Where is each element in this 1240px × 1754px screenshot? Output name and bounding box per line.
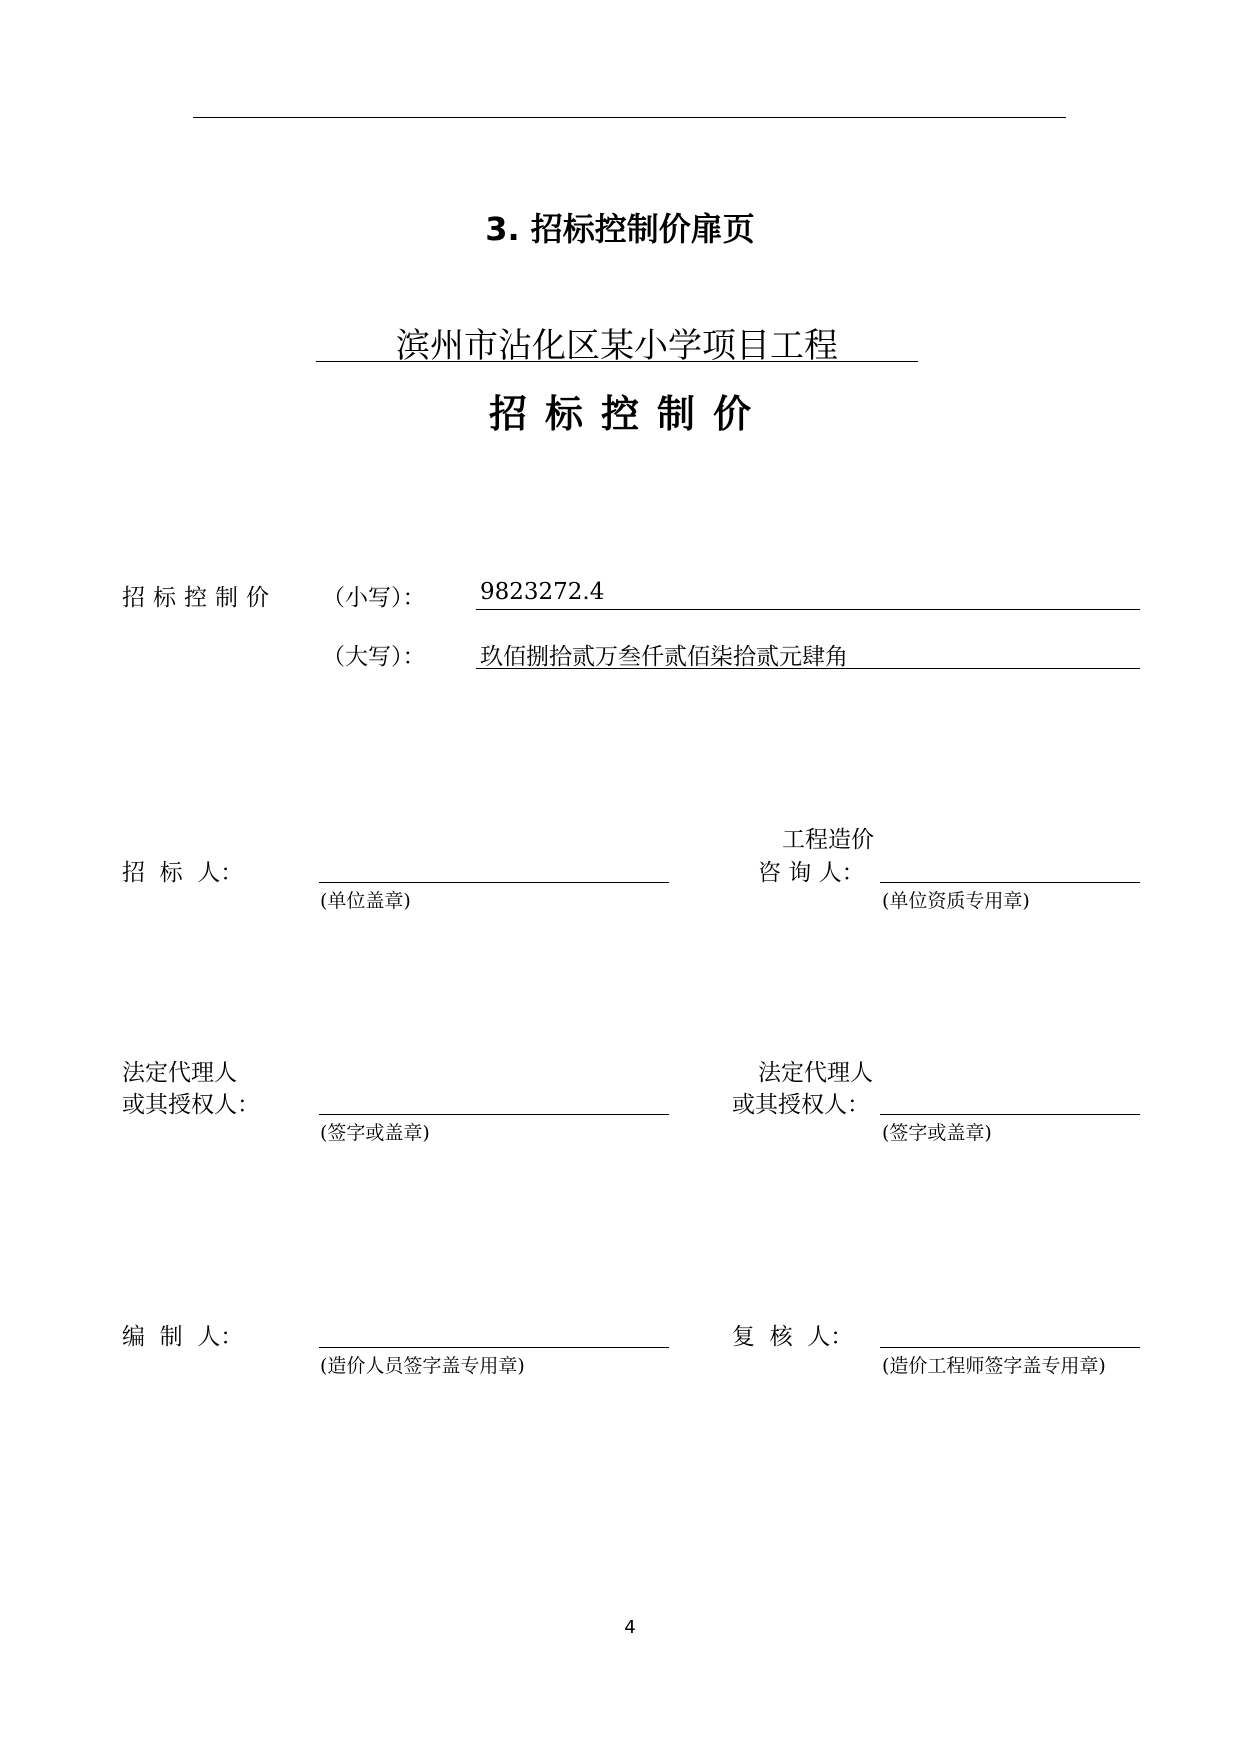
legal-right-signature-line bbox=[880, 1114, 1140, 1115]
tenderer-note: (单位盖章) bbox=[320, 890, 411, 912]
tenderer-label: 招 标 人： bbox=[122, 860, 244, 886]
price-label: 招标控制价 bbox=[122, 585, 277, 611]
consultant-signature-line bbox=[880, 882, 1140, 883]
compiler-signature-line bbox=[319, 1347, 669, 1348]
legal-left-line2: 或其授权人： bbox=[122, 1092, 260, 1118]
legal-left-signature-line bbox=[319, 1114, 669, 1115]
compiler-label: 编 制 人： bbox=[122, 1324, 244, 1350]
legal-right-line1: 法定代理人 bbox=[758, 1060, 873, 1086]
reviewer-signature-line bbox=[880, 1347, 1140, 1348]
compiler-note: (造价人员签字盖专用章) bbox=[320, 1355, 525, 1377]
legal-left-line1: 法定代理人 bbox=[122, 1060, 237, 1086]
price-big-label: （大写）： bbox=[322, 644, 426, 670]
legal-right-line2: 或其授权人： bbox=[732, 1092, 870, 1118]
tenderer-signature-line bbox=[319, 882, 669, 883]
section-title: 3. 招标控制价扉页 bbox=[485, 210, 755, 248]
project-name: 滨州市沾化区某小学项目工程 bbox=[396, 326, 838, 366]
header-rule bbox=[193, 117, 1066, 118]
page-number: 4 bbox=[624, 1617, 636, 1638]
price-small-underline bbox=[476, 609, 1140, 610]
price-small-value: 9823272.4 bbox=[480, 579, 605, 605]
doc-title: 招标控制价 bbox=[488, 392, 769, 436]
price-small-label: （小写）： bbox=[322, 585, 426, 611]
price-big-underline bbox=[476, 668, 1140, 669]
project-name-underline bbox=[316, 361, 918, 362]
consultant-note: (单位资质专用章) bbox=[882, 890, 1030, 912]
consultant-label-line2: 咨 询 人： bbox=[758, 860, 865, 886]
legal-right-note: (签字或盖章) bbox=[882, 1122, 992, 1144]
price-big-value: 玖佰捌拾贰万叁仟贰佰柒拾贰元肆角 bbox=[480, 644, 848, 670]
reviewer-note: (造价工程师签字盖专用章) bbox=[882, 1355, 1106, 1377]
consultant-label-line1: 工程造价 bbox=[782, 827, 874, 853]
legal-left-note: (签字或盖章) bbox=[320, 1122, 430, 1144]
reviewer-label: 复 核 人： bbox=[732, 1324, 854, 1350]
